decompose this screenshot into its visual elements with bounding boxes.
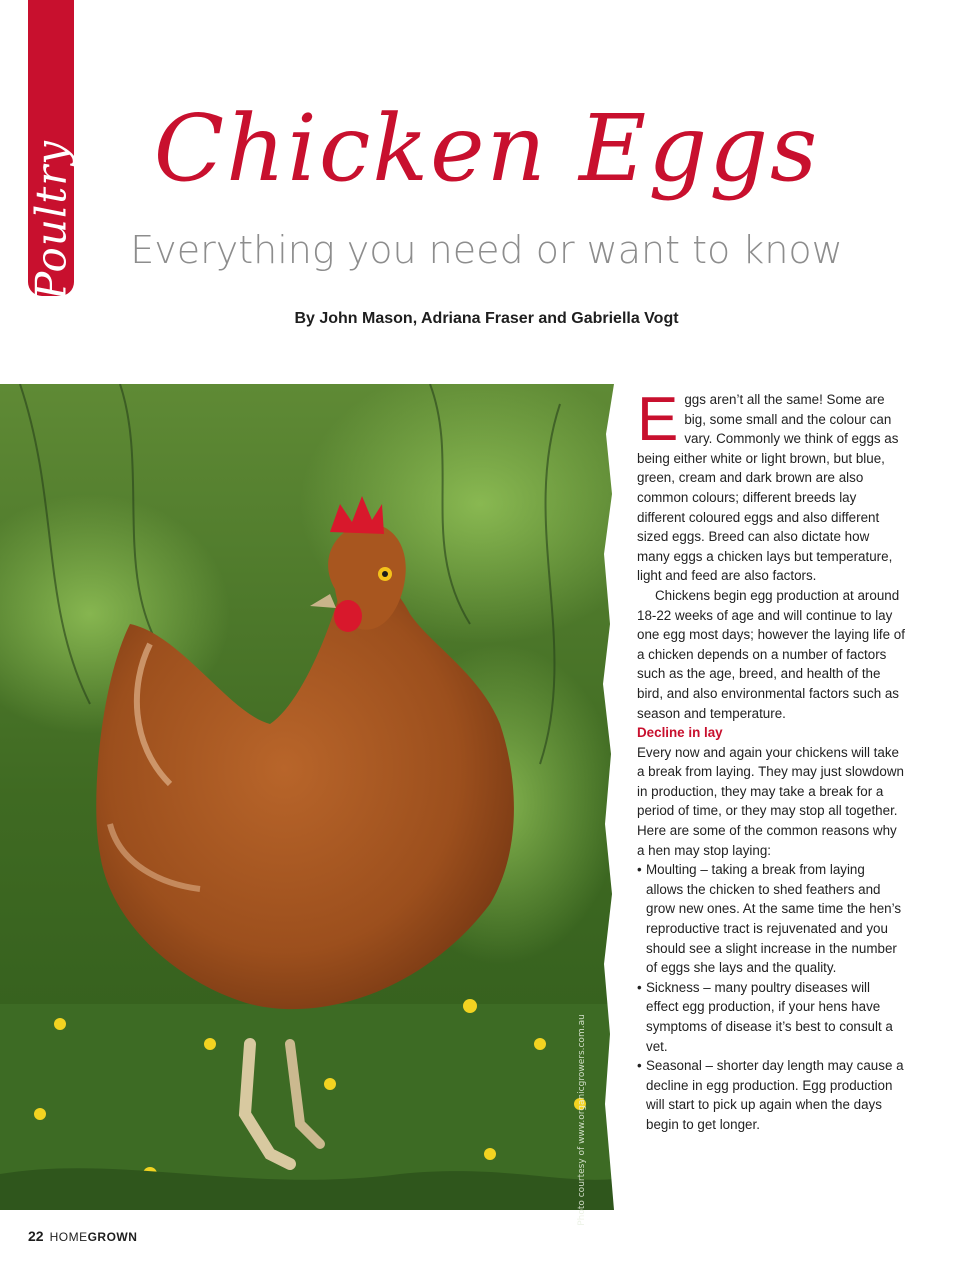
article-subtitle: Everything you need or want to know — [130, 228, 843, 272]
list-item: • Seasonal – shorter day length may cause a decline in egg production. Egg production will start to pick up again when the days begin to get longer. — [637, 1056, 905, 1134]
page-number: 22 — [28, 1228, 44, 1244]
photo-credit: Photo courtesy of www.organicgrowers.com.au — [577, 1014, 587, 1226]
intro-text: ggs aren’t all the same! Some are big, some small and the colour can vary. Commonly we think of eggs as being either white or light brown, but blue, green, cream and dark brown are also common colours; different breeds lay different coloured eggs and also different sized eggs. Breed can also dictate how many eggs a chicken lays but temperature, light and feed are also factors. — [637, 392, 899, 584]
magazine-name-grown: GROWN — [87, 1230, 138, 1244]
paragraph-2: Chickens begin egg production at around 18-22 weeks of age and will continue to lay one egg most days; however the laying life of a chicken depends on a number of factors such as the age, breed, and health of the bird, and also environmental factors such as season and temperature. — [637, 587, 905, 721]
article-title: Chicken Eggs — [153, 95, 820, 202]
decline-heading: Decline in lay — [637, 725, 723, 741]
page-footer — [28, 1228, 137, 1244]
list-item: • Moulting – taking a break from laying allows the chicken to shed feathers and grow new ones. At the same time the hen’s reproductive tract is rejuvenated and you should see a slight increase in the number of eggs she lays and the quality. — [637, 860, 905, 978]
intro-paragraph — [637, 385, 905, 586]
magazine-name-home: HOME — [49, 1230, 88, 1244]
decline-text: Every now and again your chickens will take a break from laying. They may just slowdown in production, they may take a break for a period of time, or they may stop all together. Here are some of the common reasons why a hen may stop laying: — [637, 744, 904, 858]
byline: By John Mason, Adriana Fraser and Gabriella Vogt — [294, 310, 679, 327]
section-tab-label: Poultry — [26, 139, 76, 301]
reasons-list — [637, 860, 905, 1134]
list-item: • Sickness – many poultry diseases will effect egg production, if your hens have symptoms of disease it’s best to consult a vet. — [637, 978, 905, 1056]
chicken-photo — [0, 384, 614, 1210]
drop-cap: E — [637, 385, 679, 454]
article-body — [637, 385, 905, 1135]
